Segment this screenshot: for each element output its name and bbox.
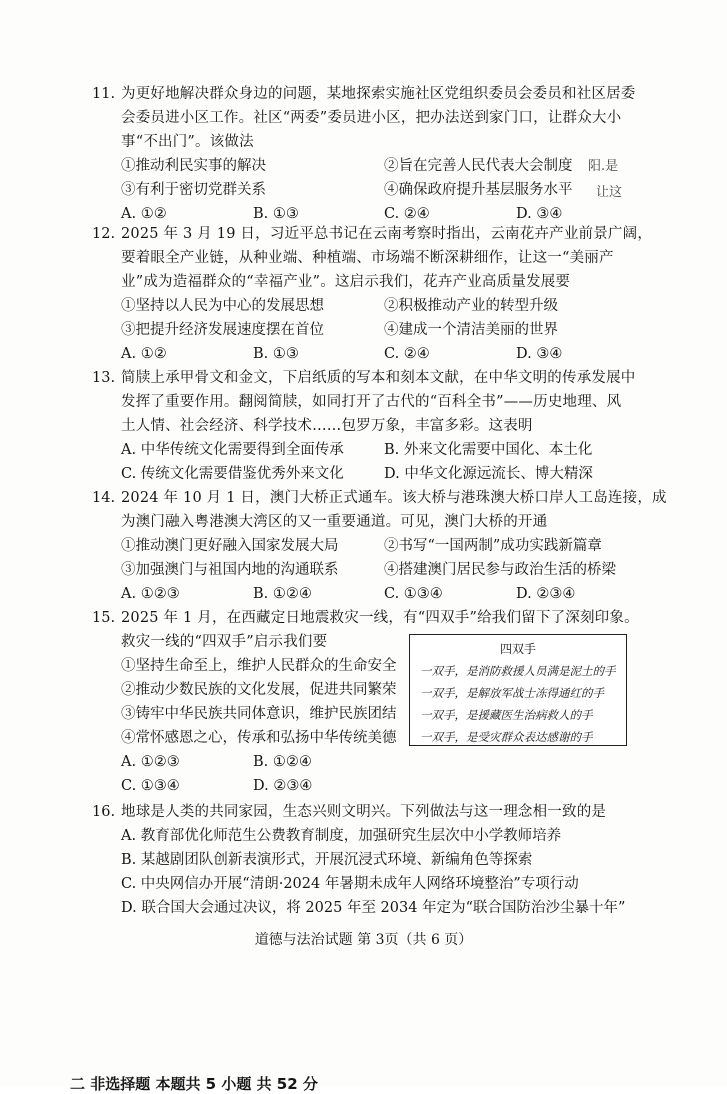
question-11-choice-a: A. ①② — [121, 206, 167, 222]
question-12-statement-3: ③把提升经济发展速度摆在首位 — [121, 322, 324, 338]
question-11-statement-4: ④确保政府提升基层服务水平 — [384, 182, 573, 198]
four-hands-line-4: 一双手，是受灾群众表达感谢的手 — [420, 730, 593, 744]
question-15-choice-c: C. ①③④ — [121, 778, 180, 794]
question-14-statement-2: ②书写“一国两制”成功实践新篇章 — [384, 538, 602, 554]
question-12-statement-1: ①坚持以人民为中心的发展思想 — [121, 298, 324, 314]
question-12-statement-2: ②积极推动产业的转型升级 — [384, 298, 558, 314]
question-16-number: 16. — [92, 804, 116, 820]
question-16-choice-d: D. 联合国大会通过决议，将 2025 年至 2034 年定为“联合国防治沙尘暴十年” — [121, 900, 626, 916]
question-15-statement-3: ③铸牢中华民族共同体意识，维护民族团结 — [121, 706, 397, 722]
four-hands-title: 四双手 — [499, 642, 536, 656]
question-13-line-1: 简牍上承甲骨文和金文，下启纸质的写本和刻本文献，在中华文明的传承发展中 — [121, 370, 636, 386]
question-11-line-2: 会委员进小区工作。社区“两委”委员进小区，把办法送到家门口，让群众大小 — [121, 110, 622, 126]
question-16-choice-a: A. 教育部优化师范生公费教育制度，加强研究生层次中小学教师培养 — [121, 828, 562, 844]
question-13-choice-c: C. 传统文化需要借鉴优秀外来文化 — [121, 466, 344, 482]
question-14-statement-1: ①推动澳门更好融入国家发展大局 — [121, 538, 339, 554]
question-11-statement-2: ②旨在完善人民代表大会制度 — [384, 158, 573, 174]
question-13-line-3: 土人情、社会经济、科学技术……包罗万象，丰富多彩。这表明 — [121, 418, 533, 434]
question-14-choice-b: B. ①②④ — [253, 586, 312, 602]
four-hands-line-3: 一双手，是援藏医生治病救人的手 — [420, 708, 593, 722]
four-hands-line-2: 一双手，是解放军战士冻得通红的手 — [420, 686, 604, 700]
question-12-statement-4: ④建成一个清洁美丽的世界 — [384, 322, 558, 338]
question-15-choice-a: A. ①②③ — [121, 754, 180, 770]
question-13-number: 13. — [92, 370, 116, 386]
question-14-line-2: 为澳门融入粤港澳大湾区的又一重要通道。可见，澳门大桥的开通 — [121, 514, 548, 530]
question-14-choice-a: A. ①②③ — [121, 586, 180, 602]
question-13-choice-d: D. 中华文化源远流长、博大精深 — [384, 466, 593, 482]
question-11-statement-3: ③有利于密切党群关系 — [121, 182, 266, 198]
question-15-choice-b: B. ①②④ — [253, 754, 312, 770]
question-15-statement-2: ②推动少数民族的文化发展，促进共同繁荣 — [121, 682, 397, 698]
question-15-choice-d: D. ②③④ — [253, 778, 313, 794]
four-hands-line-1: 一双手，是消防救援人员满是泥土的手 — [420, 664, 616, 678]
question-16-choice-b: B. 某越剧团队创新表演形式，开展沉浸式环境、新编角色等探索 — [121, 852, 533, 868]
question-14-choice-d: D. ②③④ — [516, 586, 576, 602]
question-16-choice-c: C. 中央网信办开展“清朗·2024 年暑期未成年人网络环境整治”专项行动 — [121, 876, 579, 892]
question-12-line-3: 业”成为造福群众的“幸福产业”。这启示我们，花卉产业高质量发展要 — [121, 274, 571, 290]
question-12-choice-d: D. ③④ — [516, 346, 563, 362]
question-14-choice-c: C. ①③④ — [384, 586, 443, 602]
question-11-line-3: 事“不出门”。该做法 — [121, 134, 254, 150]
question-11-choice-d: D. ③④ — [516, 206, 563, 222]
question-12-number: 12. — [92, 226, 116, 242]
question-11-number: 11. — [92, 86, 116, 102]
handwritten-note-1: 阳.是 — [588, 159, 619, 174]
question-15-line-2: 救灾一线的“四双手”启示我们要 — [121, 634, 328, 650]
question-14-statement-3: ③加强澳门与祖国内地的沟通联系 — [121, 562, 339, 578]
question-11-choice-c: C. ②④ — [384, 206, 430, 222]
question-13-line-2: 发挥了重要作用。翻阅简牍，如同打开了古代的“百科全书”——历史地理、风 — [121, 394, 622, 410]
question-16-line-1: 地球是人类的共同家园，生态兴则文明兴。下列做法与这一理念相一致的是 — [121, 804, 607, 820]
question-11-statement-1: ①推动利民实事的解决 — [121, 158, 266, 174]
question-12-line-1: 2025 年 3 月 19 日，习近平总书记在云南考察时指出，云南花卉产业前景广阔， — [121, 226, 653, 242]
question-14-number: 14. — [92, 490, 116, 506]
question-14-statement-4: ④搭建澳门居民参与政治生活的桥梁 — [384, 562, 616, 578]
question-11-line-1: 为更好地解决群众身边的问题，某地探索实施社区党组织委员会委员和社区居委 — [121, 86, 636, 102]
handwritten-note-2: 让这 — [596, 185, 623, 200]
question-15-statement-4: ④常怀感恩之心，传承和弘扬中华传统美德 — [121, 730, 397, 746]
question-12-line-2: 要着眼全产业链，从种业端、种植端、市场端不断深耕细作，让这一“美丽产 — [121, 250, 614, 266]
question-12-choice-a: A. ①② — [121, 346, 167, 362]
question-12-choice-b: B. ①③ — [253, 346, 299, 362]
question-15-number: 15. — [92, 610, 116, 626]
four-hands-textbox — [409, 634, 627, 746]
question-15-line-1: 2025 年 1 月，在西藏定日地震救灾一线，有“四双手”给我们留下了深刻印象。 — [121, 610, 639, 626]
section-heading-cut: 二 非选择题 本题共 5 小题 共 52 分 — [70, 1075, 318, 1093]
question-14-line-1: 2024 年 10 月 1 日，澳门大桥正式通车。该大桥与港珠澳大桥口岸人工岛连接，成 — [121, 490, 667, 506]
question-13-choice-a: A. 中华传统文化需要得到全面传承 — [121, 442, 344, 458]
question-15-statement-1: ①坚持生命至上，维护人民群众的生命安全 — [121, 658, 397, 674]
question-11-choice-b: B. ①③ — [253, 206, 299, 222]
question-12-choice-c: C. ②④ — [384, 346, 430, 362]
question-13-choice-b: B. 外来文化需要中国化、本土化 — [384, 442, 593, 458]
page-footer: 道德与法治试题 第 3页（共 6 页） — [254, 932, 473, 948]
